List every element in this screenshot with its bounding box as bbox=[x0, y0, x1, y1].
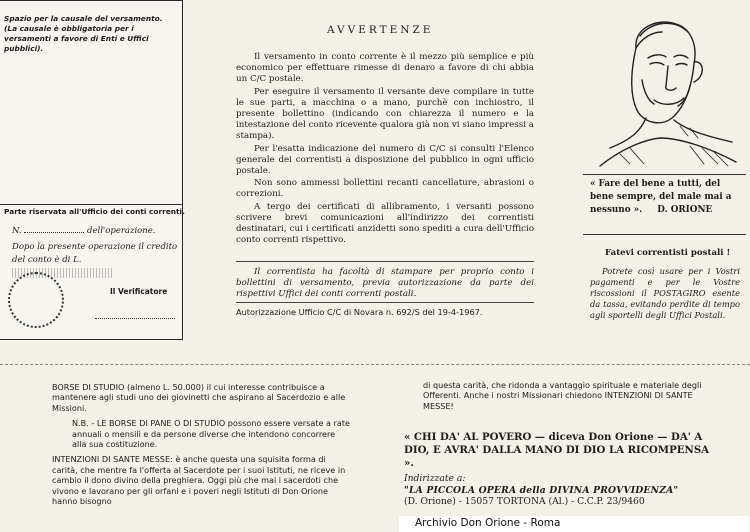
cause-space-label bbox=[4, 14, 182, 54]
quote-author: D. ORIONE bbox=[657, 205, 713, 215]
bottom-left-column bbox=[52, 382, 352, 511]
office-reserved-label: Parte riservata all'Ufficio dei conti correnti. bbox=[4, 207, 185, 216]
chi-da-quote: « CHI DA' AL POVERO — diceva Don Orione — DA' A DIO, E AVRA' DALLA MANO DI DIO LA RICOMPENSA ». bbox=[404, 431, 710, 469]
verifier-label: Il Verificatore bbox=[110, 287, 168, 296]
quote-text: « Fare del bene a tutti, del bene sempre, del male mai a nessuno ». bbox=[590, 179, 732, 215]
advertenze-rule-top bbox=[236, 261, 534, 262]
portrait-ear bbox=[694, 62, 702, 82]
advertenze-paragraph: Per l'esatta indicazione del numero di C/C si consulti l'Elenco generale dei correntisti a disposizione del pubblico in ogni ufficio postale. bbox=[236, 143, 534, 177]
perforation-line bbox=[0, 364, 750, 365]
intenzioni-text: INTENZIONI DI SANTE MESSE: è anche questa una squisita forma di carità, che mentre fa l'offerta al Sacerdote per i suoi Istituti, ne riceve in cambio il dono divino della preghiera. Oggi più che mai i sacerdoti che vivono e lavorano per gli orfani e i poveri negli Istituti di Don Orione hanno bisogno bbox=[52, 454, 346, 507]
self-print-note: Il correntista ha facoltà di stampare per proprio conto i bollettini di versamento, previa autorizzazione da parte dei rispettivi Uffici dei conti correnti postali. bbox=[236, 267, 534, 300]
advertenze-paragraph: A tergo dei certificati di allibramento, i versanti possono scrivere brevi comunicazioni all'indirizzo dei correntisti destinatari, cui i certificati anzidetti sono spediti a cura dell'Ufficio conto correnti rispettivo. bbox=[236, 201, 534, 246]
quote-rule-bottom bbox=[583, 234, 746, 235]
archive-credit-text: Archivio Don Orione - Roma bbox=[415, 517, 561, 529]
advertenze-title: AVVERTENZE bbox=[327, 24, 434, 36]
advertenze-paragraph: Non sono ammessi bollettini recanti cancellature, abrasioni o correzioni. bbox=[236, 178, 534, 200]
credit-text-b: del conto è di L. bbox=[12, 255, 82, 265]
borse-text: BORSE DI STUDIO (almeno L. 50.000) il cui interesse contribuisce a mantenere agli studi uno dei giovinetti che aspirano al Sacerdozio e alle Missioni. bbox=[52, 382, 346, 413]
stub-divider bbox=[0, 204, 183, 205]
organization-name: "LA PICCOLA OPERA della DIVINA PROVVIDENZA" bbox=[404, 484, 679, 496]
portrait-collar bbox=[610, 118, 732, 148]
nb-text: N.B. - LE BORSE DI PANE O DI STUDIO possono essere versate a rate annuali o mensili e da persone diverse che intendono concorrere alla sua costituzione. bbox=[72, 418, 350, 450]
portrait-hair bbox=[636, 23, 688, 48]
advertenze-rule-bottom bbox=[236, 302, 534, 303]
postagiro-text: Potrete così usare per i Vostri pagamenti e per le Vostre riscossioni il POSTAGIRO esente da tassa, evitando perdite di tempo agli sportelli degli Uffici Postali. bbox=[590, 266, 740, 320]
address-block bbox=[404, 473, 720, 508]
don-orione-portrait bbox=[590, 14, 740, 174]
cause-title: Spazio per la causale del versamento. bbox=[4, 14, 163, 23]
op-suffix: dell'operazione. bbox=[87, 226, 156, 236]
archive-credit-banner bbox=[399, 516, 749, 532]
fatevi-heading: Fatevi correntisti postali ! bbox=[605, 248, 731, 258]
credit-text-a: Dopo la presente operazione il credito bbox=[12, 242, 178, 252]
portrait-nose bbox=[666, 66, 676, 90]
operation-number-field[interactable] bbox=[12, 226, 156, 236]
postal-address: (D. Orione) - 15057 TORTONA (Al.) - C.C.P. 23/9460 bbox=[404, 496, 645, 507]
indirizzate-label: Indirizzate a: bbox=[404, 473, 466, 484]
portrait-eyes bbox=[650, 63, 687, 65]
advertenze-paragraphs bbox=[236, 52, 534, 247]
postmark-seal-circle bbox=[8, 272, 64, 328]
advertenze-paragraph: Per eseguire il versamento il versante deve compilare in tutte le sue parti, a macchina o a mano, purchè con inchiostro, il presente bollettino (indicando con chiarezza il numero e la intestazione del conto ricevente qualora già non vi siano impressi a stampa). bbox=[236, 86, 534, 142]
portrait-mouth bbox=[654, 98, 684, 104]
advertenze-paragraph: Il versamento in conto corrente è il mezzo più semplice e più economico per effettuare rimesse di denaro a favore di chi abbia un C/C postale. bbox=[236, 52, 534, 85]
op-number-line[interactable] bbox=[24, 232, 84, 233]
quote-rule-top bbox=[583, 174, 746, 175]
portrait-brow bbox=[648, 55, 688, 58]
continuation-text: di questa carità, che ridonda a vantaggio spirituale e materiale degli Offerenti. Anche i nostri Missionari chiedono INTENZIONI DI SANTE MESSE! bbox=[423, 380, 702, 411]
cause-note: (La causale è obbligatoria per i versamenti a favore di Enti e Uffici pubblici). bbox=[4, 24, 149, 53]
don-orione-quote bbox=[590, 178, 745, 217]
op-prefix: N. bbox=[12, 226, 22, 236]
authorization-line: Autorizzazione Ufficio C/C di Novara n. 692/S del 19-4-1967. bbox=[236, 307, 483, 317]
verifier-signature-line[interactable] bbox=[95, 318, 175, 319]
portrait-head-outline bbox=[632, 22, 695, 123]
